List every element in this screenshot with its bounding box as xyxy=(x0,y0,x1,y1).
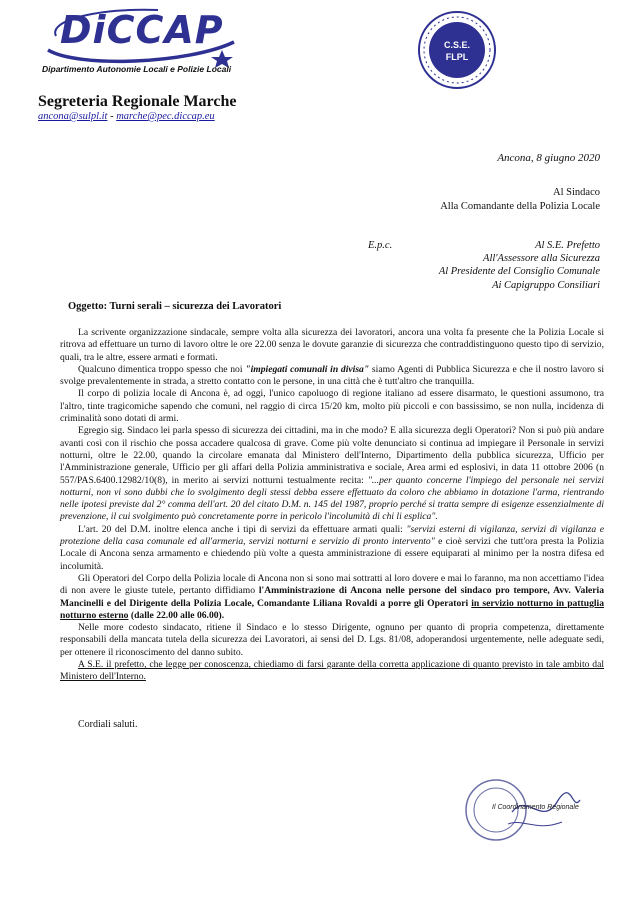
body-text: L'art. 20 del D.M. inoltre elenca anche i tipi di servizi da effettuare armati quali: xyxy=(78,523,407,535)
logo-department: Dipartimento Autonomie Locali e Polizie Locali xyxy=(42,64,232,74)
body-paragraph xyxy=(60,524,604,573)
office-contacts xyxy=(38,111,215,122)
body-underlined: in servizio notturno in pattuglia notturno esterno xyxy=(60,597,604,621)
body-paragraph xyxy=(60,573,604,622)
recipient-line: Alla Comandante della Polizia Locale xyxy=(440,201,600,212)
email-link-2[interactable]: marche@pec.diccap.eu xyxy=(116,111,215,122)
cse-flpl-seal xyxy=(417,10,497,90)
body-bold: (dalle 22.00 alle 06.00). xyxy=(128,609,225,621)
body-paragraph xyxy=(60,425,604,523)
diccap-logo xyxy=(38,6,243,84)
body-quote: "impiegati comunali in divisa" xyxy=(245,363,370,375)
letter-body xyxy=(60,327,604,684)
svg-text:C.S.E.: C.S.E. xyxy=(443,40,471,50)
body-paragraph: Nelle more codesto sindacato, ritiene il Sindaco e lo stesso Dirigente, ognuno per quanto di propria competenza, direttamente responsabili della mancata tutela della sicurezza dei Lavoratori, ai sensi del D. Lgs. 81/08, adoperandosi urgentemente, nelle adeguate sedi, per ottenere il riconoscimento del danno subito. xyxy=(60,622,604,658)
logo-brand: DiCCAP xyxy=(60,8,224,52)
body-bold: l'Amministrazione di Ancona nelle persone del sindaco pro tempore, Avv. Valeria Mancinelli e del Dirigente della Polizia Locale, Comandante Liliana Rovaldi a porre gli Operatori xyxy=(60,585,604,609)
cc-label: E.p.c. xyxy=(368,240,393,251)
cc-line: Ai Capigruppo Consiliari xyxy=(492,280,600,291)
closing-salutation: Cordiali saluti. xyxy=(78,719,138,730)
body-text: e cioè servizi che tutt'ora presta la Polizia Locale di Ancona senza armamento e chiedendo più volte a questa amministrazione di essere equiparati al minimo per la nostra difesa ed incolumità. xyxy=(60,536,604,572)
body-text: siamo Agenti di Pubblica Sicurezza e che il nostro lavoro si svolge prevalentemente in strada, a stretto contatto con le persone, in una città che è tutt'altro che tranquilla. xyxy=(60,363,604,388)
seal-icon xyxy=(417,10,497,90)
stamp-text: Il Coordinamento Regionale xyxy=(492,804,579,811)
body-text: Gli Operatori del Corpo della Polizia locale di Ancona non si sono mai sottratti al loro dovere e mai lo faranno, ma non accettiamo l'idea di non avere le giuste tutele, pertanto diffidiamo xyxy=(60,572,604,597)
recipient-line: Al Sindaco xyxy=(553,187,600,198)
cc-line: Al Presidente del Consiglio Comunale xyxy=(438,266,600,277)
contacts-separator: - xyxy=(110,111,114,122)
body-paragraph xyxy=(60,364,604,389)
cc-line: All'Assessore alla Sicurezza xyxy=(483,253,600,264)
cc-line: Al S.E. Prefetto xyxy=(535,240,600,251)
stamp-icon xyxy=(462,772,582,852)
email-link-1[interactable]: ancona@sulpl.it xyxy=(38,111,108,122)
svg-text:FLPL: FLPL xyxy=(445,52,469,62)
body-paragraph: A S.E. il prefetto, che legge per conoscenza, chiediamo di farsi garante della corretta applicazione di quanto previsto in tale ambito dal Ministero dell'Interno. xyxy=(60,659,604,683)
body-paragraph: La scrivente organizzazione sindacale, sempre volta alla sicurezza dei lavoratori, ancora una volta fa presente che la Polizia Locale si ritrova ad effettuare un turno di lavoro oltre le ore 22.00 senza le dovute garanzie di sicurezza che contraddistinguono questo tipo di servizio, quali, tra le altre, essere armati e formati. xyxy=(60,327,604,363)
signature-stamp xyxy=(462,772,582,852)
body-paragraph: Il corpo di polizia locale di Ancona è, ad oggi, l'unico capoluogo di regione italiano ad essere disarmato, le questioni assumono, tra l'altro, tinte tragicomiche sapendo che comuni, nel raggio di circa 15/20 km, molto più piccoli e con bassissimo, se non nulla, incidenza di criminalità sono dotati di armi. xyxy=(60,388,604,425)
body-quote: "...per quanto concerne l'impiego del personale nei servizi notturni, non vi sono dubbi che lo svolgimento degli stessi debba essere effettuato da coloro che abbiamo in dotazione l'arma, rientrando nelle ipotesi previste dal 2° comma dell'art. 20 del citato D.M. n. 145 del 1987, proprio perché si tratta sempre di esigenze essenzialmente di prevenzione, il cui svolgimento può concretamente porre in pericolo l'incolumità di chi li esplica". xyxy=(60,474,605,523)
body-quote: "servizi esterni di vigilanza, servizi di vigilanza e protezione della casa comunale ed all'armeria, servizi notturni e servizio di pronto intervento" xyxy=(60,523,605,548)
subject-line: Oggetto: Turni serali – sicurezza dei Lavoratori xyxy=(68,301,282,312)
office-title: Segreteria Regionale Marche xyxy=(38,93,237,110)
body-text: Egregio sig. Sindaco lei parla spesso di sicurezza dei cittadini, ma in che modo? E alla sicurezza degli Operatori? Non si può più andare avanti così con il rischio che possa accadere qualcosa di grave. Come più volte denunciato si continua ad impiegare il Personale in servizi notturni, oltre le 22.00, quando la circolare emanata dal Ministero dell'Interno, Dipartimento della pubblica sicurezza, Ufficio per l'Amministrazione generale, Ufficio per gli affari della Polizia amministrativa e sociale, Area armi ed esplosivi, in data 11 ottobre 2006 (n 557/PAS.6400.12982/10(8), in merito ai servizi notturni testualmente recita: xyxy=(60,425,604,486)
body-text: Qualcuno dimentica troppo spesso che noi xyxy=(78,363,246,375)
date-line: Ancona, 8 giugno 2020 xyxy=(497,152,600,164)
